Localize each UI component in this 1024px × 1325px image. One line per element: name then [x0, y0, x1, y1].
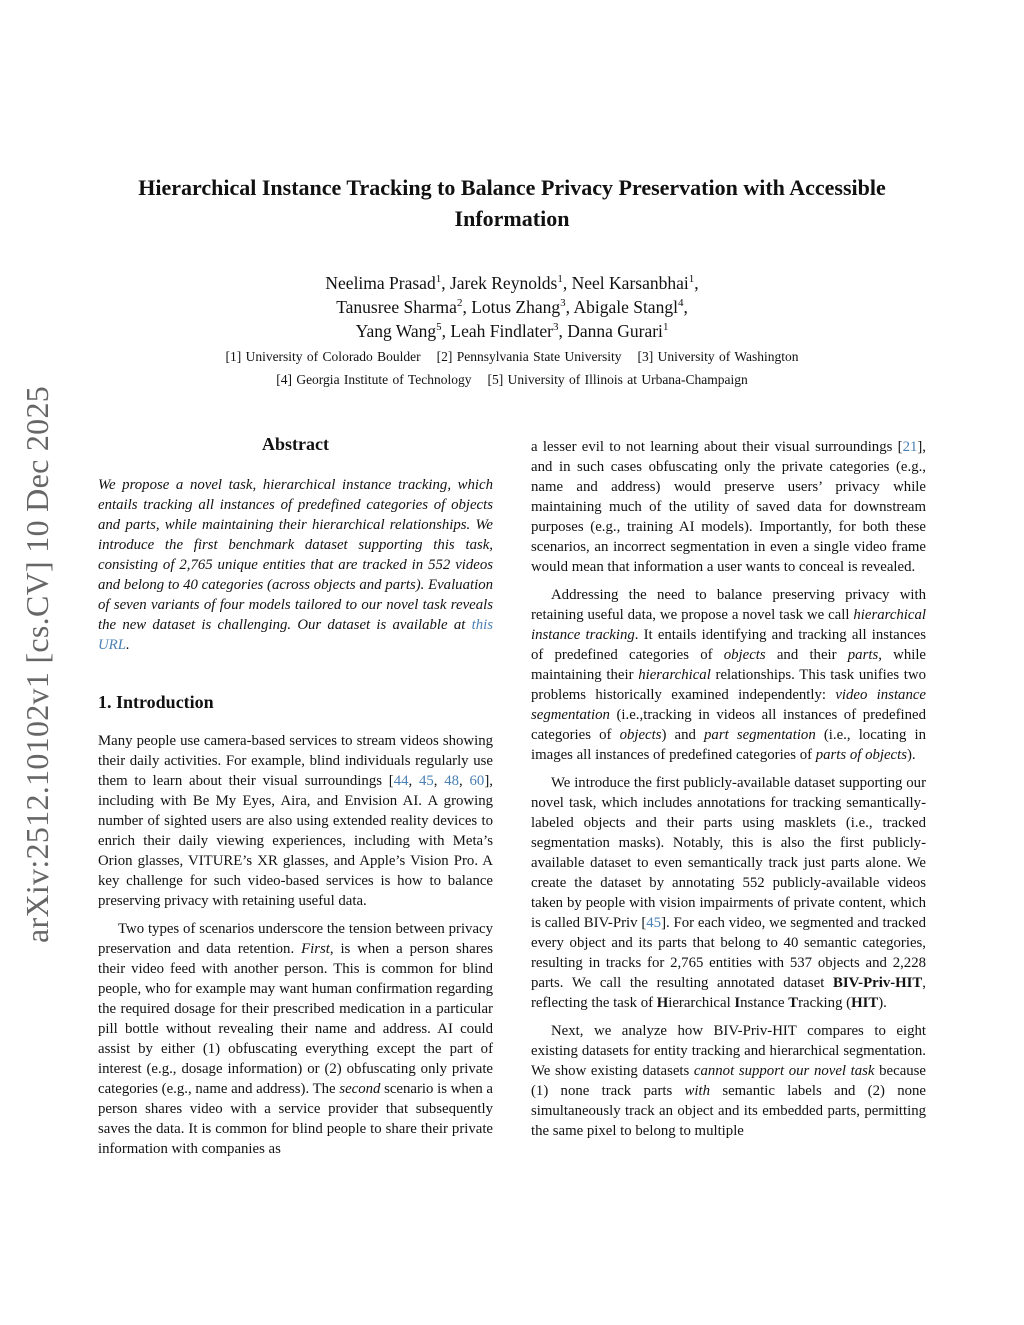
affiliation: [5] University of Illinois at Urbana-Champaign — [487, 372, 748, 387]
emphasis: parts — [847, 647, 879, 663]
author-name: Neel Karsanbhai — [571, 273, 689, 293]
emphasis: parts of objects — [815, 747, 907, 763]
paragraph — [98, 731, 493, 911]
intro-left-body — [98, 731, 493, 1159]
author-affiliation-mark: 3 — [560, 297, 566, 310]
author-affiliation-mark: 2 — [456, 297, 463, 310]
text-run: , — [459, 773, 470, 789]
author-affiliation-mark: 5 — [436, 321, 442, 334]
emphasis: with — [684, 1083, 711, 1099]
text-run: Many people use camera-based services to stream videos showing their daily activities. For example, blind individuals regularly use them to learn about their visual surroundings [ — [98, 733, 493, 789]
citation-link[interactable]: 48 — [444, 773, 460, 789]
emphasis: video instance segmentation — [531, 687, 926, 723]
arxiv-identifier: arXiv:2512.10102v1 [cs.CV] 10 Dec 2025 — [19, 385, 55, 944]
text-run: a lesser evil to not learning about their visual surroundings [ — [531, 439, 903, 455]
affiliation: [1] University of Colorado Boulder — [225, 349, 421, 364]
paragraph — [531, 773, 926, 1013]
emphasis: objects — [723, 647, 766, 663]
citation-link[interactable]: 45 — [418, 773, 434, 789]
author-affiliation-mark: 1 — [435, 273, 442, 286]
abstract-text — [98, 475, 493, 655]
text-run: , while maintaining their — [531, 647, 927, 683]
author-affiliation-mark: 4 — [677, 297, 684, 310]
author-line — [100, 296, 924, 318]
citation-link[interactable]: 60 — [469, 773, 485, 789]
abstract-body: We propose a novel task, hierarchical instance tracking, which entails tracking all instances of predefined categories of objects and parts, while maintaining their hierarchical relationships. We introduce the first benchmark dataset supporting this task, consisting of 2,765 unique entities that are tracked in 552 videos and belong to 40 categories (across objects and parts). Evaluation of seven variants of four models tailored to our novel task reveals the new dataset is challenging. Our dataset is available at — [98, 477, 493, 633]
bold-text: H — [656, 995, 669, 1011]
emphasis: objects — [619, 727, 662, 743]
paragraph — [531, 437, 926, 577]
author-name: Abigale Stangl — [573, 297, 678, 317]
text-run: Next, we analyze how BIV-Priv-HIT compares to eight existing datasets for entity tracking and hierarchical segmentation. We show existing datasets — [531, 1023, 926, 1079]
text-run: (i.e., locating in images all instances of predefined categories of — [531, 727, 926, 763]
citation-link[interactable]: 21 — [902, 439, 918, 455]
text-run: racking ( — [798, 995, 852, 1011]
text-run: ierarchical — [668, 995, 735, 1011]
text-run: ). — [906, 747, 916, 763]
author-name: Neelima Prasad — [325, 273, 436, 293]
text-run: Two types of scenarios underscore the tension between privacy preservation and data retention. — [98, 921, 493, 957]
author-name: Tanusree Sharma — [336, 297, 457, 317]
author-affiliation-mark: 1 — [662, 321, 669, 334]
text-run: , — [408, 773, 419, 789]
emphasis: cannot support our novel task — [693, 1063, 875, 1079]
dataset-link[interactable]: this URL — [98, 617, 493, 653]
author-line — [100, 272, 924, 294]
text-run: . It entails identifying and tracking all instances of predefined categories of — [531, 627, 927, 663]
author-affiliation-mark: 3 — [552, 321, 559, 334]
author-name: Jarek Reynolds — [449, 273, 558, 293]
author-separator: , — [462, 297, 472, 317]
bold-text: HIT — [851, 995, 879, 1011]
text-run: ]. For each video, we segmented and tracked every object and its parts that belong to 40 semantic categories, resulting in tracks for 2,765 entities with 537 objects and 2,228 parts. We call the resulting annotated dataset — [531, 915, 927, 991]
text-run: , is when a person shares their video feed with another person. This is common for blind people, who for example may want human confirmation regarding the required dosage for their prescribed medication in a particular pill bottle without revealing their name and address. AI could assist by either (1) obfuscating everything except the part of interest (e.g., dosage information) or (2) obfuscating only private categories (e.g., name and address). The — [98, 941, 493, 1097]
text-run: We introduce the first publicly-available dataset supporting our novel task, which includes annotations for tracking semantically-labeled objects and their parts using masklets (i.e., tracked segmentation masks). Notably, this is also the first publicly-available dataset to even semantically track just parts alone. We create the dataset by annotating 552 publicly-available videos taken by people with vision impairments of private content, which is called BIV-Priv [ — [531, 775, 926, 931]
text-run: nstance — [740, 995, 789, 1011]
affiliation-line — [100, 371, 924, 389]
emphasis: part segmentation — [704, 727, 816, 743]
affiliation: [3] University of Washington — [637, 349, 799, 364]
text-run: and their — [765, 647, 848, 663]
text-run: ], including with Be My Eyes, Aira, and Envision AI. A growing number of sighted users are also using extended reality devices to enrich their daily viewing experiences, including with Meta’s Orion glasses, VITURE’s XR glasses, and Apple’s Vision Pro. A key challenge for such video-based services is how to balance preserving privacy with retaining useful data. — [98, 773, 493, 909]
section-heading-introduction: 1. Introduction — [98, 692, 214, 712]
emphasis: second — [339, 1081, 381, 1097]
citation-link[interactable]: 44 — [393, 773, 409, 789]
text-run: (i.e.,tracking in videos all instances of predefined categories of — [531, 707, 926, 743]
text-run: semantic labels and (2) none simultaneously track an object and its embedded parts, permitting the same pixel to belong to multiple — [531, 1083, 926, 1139]
emphasis: First — [301, 941, 330, 957]
author-separator: , — [565, 297, 574, 317]
text-run: ). — [878, 995, 887, 1011]
paragraph — [98, 919, 493, 1159]
author-name: Leah Findlater — [450, 321, 553, 341]
bold-text: I — [734, 995, 741, 1011]
left-column — [98, 433, 493, 1167]
text-run: , — [433, 773, 445, 789]
text-run: , reflecting the task of — [531, 975, 926, 1011]
author-name: Danna Gurari — [567, 321, 663, 341]
emphasis: hierarchical — [638, 667, 711, 683]
citation-link[interactable]: 45 — [646, 915, 662, 931]
author-separator: , — [558, 321, 568, 341]
author-affiliation-mark: 1 — [688, 273, 695, 286]
abstract-heading: Abstract — [262, 434, 329, 454]
bold-text: T — [788, 995, 799, 1011]
paper-title: Hierarchical Instance Tracking to Balance Privacy Preservation with Accessible Information — [138, 175, 886, 231]
paragraph — [531, 585, 926, 765]
text-run: Addressing the need to balance preserving privacy with retaining useful data, we propose a novel task we call — [531, 587, 926, 623]
abstract-end: . — [125, 637, 130, 653]
affiliation: [4] Georgia Institute of Technology — [276, 372, 472, 387]
author-name: Yang Wang — [355, 321, 437, 341]
right-column — [531, 437, 926, 1149]
text-run: because (1) none track parts — [531, 1063, 926, 1099]
text-run: scenario is when a person shares video with a service provider that subsequently saves the data. It is common for blind people to share their private information with companies as — [98, 1081, 493, 1157]
paragraph — [531, 1021, 926, 1141]
affiliation: [2] Pennsylvania State University — [436, 349, 622, 364]
text-run: ) and — [661, 727, 705, 743]
author-name: Lotus Zhang — [471, 297, 561, 317]
author-separator: , — [441, 321, 451, 341]
author-separator: , — [562, 273, 572, 293]
author-separator: , — [683, 297, 688, 317]
author-affiliation-mark: 1 — [557, 273, 563, 286]
text-run: relationships. This task unifies two problems historically examined independently: — [531, 667, 927, 703]
author-separator: , — [441, 273, 450, 293]
author-line — [100, 320, 924, 342]
text-run: ], and in such cases obfuscating only the private categories (e.g., name and address) would preserve users’ privacy while maintaining much of the utility of saved data for downstream purposes (e.g., training AI models). Importantly, for both these scenarios, an incorrect segmentation in even a single video frame would mean that information a user wants to conceal is revealed. — [531, 439, 926, 575]
affiliation-line — [100, 348, 924, 366]
intro-right-body — [531, 437, 926, 1141]
author-separator: , — [694, 273, 699, 293]
emphasis: hierarchical instance tracking — [531, 607, 926, 643]
bold-text: BIV-Priv-HIT — [832, 975, 923, 991]
